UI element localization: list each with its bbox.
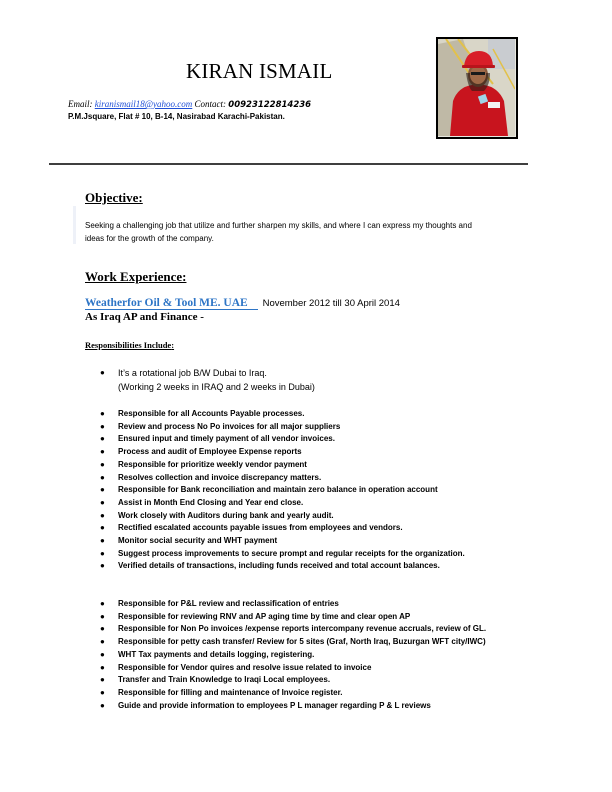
- list-item: [100, 598, 490, 611]
- list-item: [100, 662, 490, 675]
- list-item-text: Process and audit of Employee Expense reports: [118, 447, 302, 457]
- list-item: [100, 535, 490, 548]
- list-item-text: Responsible for Bank reconciliation and maintain zero balance in operation account: [118, 485, 438, 495]
- list-item: [100, 687, 490, 700]
- address: P.M.Jsquare, Flat # 10, B-14, Nasirabad Karachi-Pakistan.: [68, 112, 285, 121]
- contact-label: Contact:: [194, 99, 227, 109]
- objective-margin-bar: [73, 206, 76, 244]
- list-item-text: Suggest process improvements to secure prompt and regular receipts for the organization.: [118, 548, 465, 558]
- bullet-icon: ●: [100, 523, 105, 533]
- responsibilities-heading: [85, 340, 174, 350]
- bullet-icon: ●: [100, 687, 105, 697]
- candidate-name: KIRAN ISMAIL: [186, 59, 333, 83]
- list-item: [100, 623, 490, 636]
- bullet-icon: ●: [100, 624, 105, 634]
- bullet-icon: ●: [100, 421, 105, 431]
- bullet-icon: ●: [100, 548, 105, 558]
- bullet-icon: ●: [100, 447, 105, 457]
- job-header: [85, 297, 400, 309]
- bullet-icon: ●: [100, 497, 105, 507]
- bullet-icon: ●: [100, 434, 105, 444]
- list-item: [100, 649, 490, 662]
- bullet-icon: ●: [100, 409, 105, 418]
- list-item-text: Review and process No Po invoices for all major suppliers: [118, 421, 341, 431]
- header-divider: [49, 163, 528, 165]
- email-label: Email:: [68, 99, 93, 109]
- list-item-text: Responsible for all Accounts Payable processes.: [118, 409, 305, 418]
- email-link[interactable]: kiranismail18@yahoo.com: [94, 99, 193, 109]
- list-item-text: (Working 2 weeks in IRAQ and 2 weeks in Dubai): [118, 382, 315, 392]
- bullet-icon: ●: [100, 561, 105, 571]
- company-name[interactable]: Weatherfor Oil & Tool ME. UAE: [85, 297, 258, 310]
- rotation-info-list: [100, 366, 490, 394]
- list-item: [100, 497, 490, 510]
- bullet-icon: ●: [100, 368, 105, 377]
- list-item: [100, 408, 490, 421]
- profile-photo: [436, 37, 518, 139]
- list-item-text: Responsible for Vendor quires and resolve issue related to invoice: [118, 662, 372, 672]
- job-role: As Iraq AP and Finance -: [85, 311, 204, 323]
- list-item-text: Work closely with Auditors during bank and yearly audit.: [118, 510, 334, 520]
- list-item: [100, 459, 490, 472]
- list-item-text: Ensured input and timely payment of all vendor invoices.: [118, 434, 335, 444]
- bullet-icon: ●: [100, 536, 105, 546]
- contact-number: 00923122814236: [228, 100, 312, 110]
- bullet-icon: ●: [100, 662, 105, 672]
- list-item: [100, 472, 490, 485]
- list-item: [100, 446, 490, 459]
- list-item-text: Responsible for P&L review and reclassification of entries: [118, 599, 339, 608]
- list-item: [100, 560, 490, 573]
- list-item-text: Responsible for petty cash transfer/ Review for 5 sites (Graf, North Iraq, Buzurgan WFT city/IWC): [118, 637, 486, 647]
- bullet-icon: ●: [100, 459, 105, 469]
- list-item-text: Responsible for prioritize weekly vendor payment: [118, 459, 307, 469]
- list-item: [100, 636, 490, 649]
- objective-text: Seeking a challenging job that utilize and further sharpen my skills, and where I can express my thoughts and ideas for the growth of the company.: [85, 221, 472, 243]
- list-item-text: Responsible for filling and maintenance of Invoice register.: [118, 687, 343, 697]
- list-item-text: It’s a rotational job B/W Dubai to Iraq.: [118, 368, 267, 378]
- bullet-icon: ●: [100, 472, 105, 482]
- responsibilities-list-1: [100, 408, 490, 573]
- list-item-text: Responsible for reviewing RNV and AP aging time by time and clear open AP: [118, 611, 411, 621]
- bullet-icon: ●: [100, 637, 105, 647]
- bullet-icon: ●: [100, 675, 105, 685]
- contact-line: [68, 99, 311, 110]
- work-experience-heading: Work Experience:: [85, 269, 187, 284]
- list-item: [100, 366, 490, 394]
- list-item: [100, 484, 490, 497]
- list-item: [100, 548, 490, 561]
- bullet-icon: ●: [100, 510, 105, 520]
- responsibilities-list-2: [100, 598, 490, 712]
- list-item: [100, 421, 490, 434]
- bullet-icon: ●: [100, 611, 105, 621]
- bullet-icon: ●: [100, 485, 105, 495]
- list-item-text: Guide and provide information to employees P L manager regarding P & L reviews: [118, 700, 431, 710]
- list-item: [100, 510, 490, 523]
- list-item-text: WHT Tax payments and details logging, registering.: [118, 649, 315, 659]
- list-item: [100, 433, 490, 446]
- responsibilities-colon: :: [171, 340, 175, 350]
- list-item-text: Rectified escalated accounts payable issues from employees and vendors.: [118, 523, 403, 533]
- list-item: [100, 611, 490, 624]
- job-dates: November 2012 till 30 April 2014: [262, 298, 400, 309]
- list-item: [100, 674, 490, 687]
- person-photo-icon: [438, 39, 515, 136]
- list-item-text: Monitor social security and WHT payment: [118, 536, 278, 546]
- list-item-text: Verified details of transactions, including funds received and total account balances.: [118, 561, 440, 571]
- list-item: [100, 700, 490, 713]
- list-item-text: Resolves collection and invoice discrepancy matters.: [118, 472, 322, 482]
- list-item-text: Transfer and Train Knowledge to Iraqi Local employees.: [118, 675, 331, 685]
- list-item: [100, 522, 490, 535]
- list-item-text: Assist in Month End Closing and Year end close.: [118, 497, 304, 507]
- bullet-icon: ●: [100, 700, 105, 710]
- list-item-text: Responsible for Non Po invoices /expense reports intercompany revenue accruals, review of GL.: [118, 624, 487, 634]
- responsibilities-label: Responsibilities Include: [85, 340, 172, 350]
- bullet-icon: ●: [100, 599, 105, 608]
- bullet-icon: ●: [100, 649, 105, 659]
- objective-heading: Objective:: [85, 190, 143, 205]
